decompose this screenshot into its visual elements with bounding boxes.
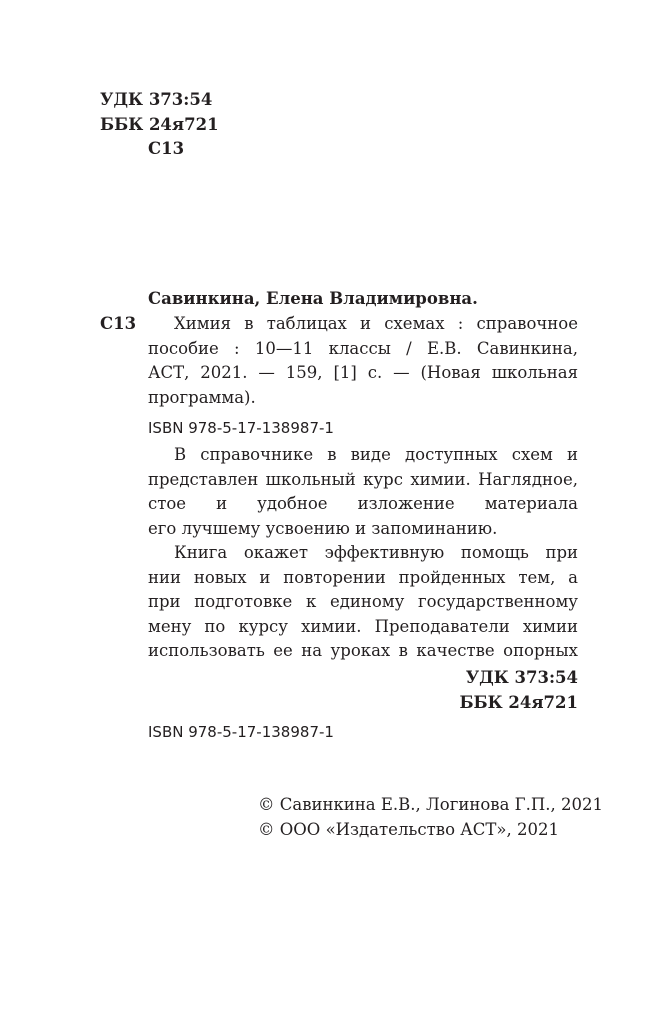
catalog-description	[148, 312, 578, 410]
catalog-author: Савинкина, Елена Владимировна.	[148, 289, 478, 308]
isbn: ISBN 978-5-17-138987-1	[148, 723, 334, 741]
bbk-code: ББК 24я721	[459, 692, 578, 712]
udk-code: УДК 373:54	[100, 90, 213, 109]
annotation-line: стое и удобное изложение материала	[148, 494, 578, 513]
author-mark: С13	[148, 139, 185, 158]
annotation-line: представлен школьный курс химии. Наглядное,	[148, 469, 578, 489]
annotation-line: при подготовке к единому государственному	[148, 592, 578, 611]
annotation-line: его лучшему усвоению и запоминанию.	[148, 518, 498, 538]
annotation-line: нии новых и повторении пройденных тем, а	[148, 567, 578, 587]
copyright-line: © ООО «Издательство АСТ», 2021	[258, 819, 559, 839]
annotation-line: мену по курсу химии. Преподаватели химии	[148, 616, 578, 636]
udk-code: УДК 373:54	[465, 668, 578, 687]
annotation	[148, 443, 578, 664]
catalog-line: программа).	[148, 387, 256, 407]
copyright-line: © Савинкина Е.В., Логинова Г.П., 2021	[258, 795, 603, 814]
catalog-line: Химия в таблицах и схемах : справочное	[174, 314, 578, 333]
catalog-mark: С13	[100, 314, 137, 333]
catalog-line: пособие : 10—11 классы / Е.В. Савинкина,	[148, 338, 578, 358]
annotation-line: использовать ее на уроках в качестве опорных	[148, 641, 578, 660]
copyright	[258, 793, 603, 842]
bottom-codes	[459, 666, 578, 715]
bbk-code: ББК 24я721	[100, 114, 219, 134]
top-codes	[100, 88, 219, 162]
catalog-line: АСТ, 2021. — 159, [1] с. — (Новая школьная	[148, 363, 578, 382]
catalog-isbn: ISBN 978-5-17-138987-1	[148, 419, 334, 437]
annotation-line: Книга окажет эффективную помощь при	[174, 543, 578, 562]
annotation-line: В справочнике в виде доступных схем и	[174, 445, 578, 464]
